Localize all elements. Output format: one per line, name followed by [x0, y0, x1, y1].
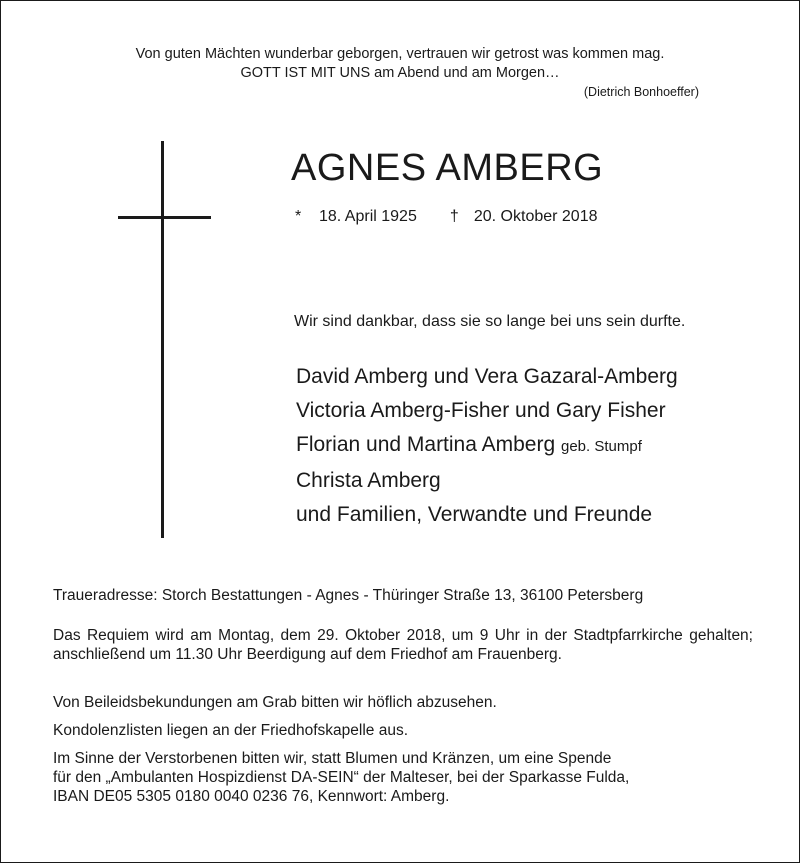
mourners-list	[296, 360, 678, 532]
deceased-name: AGNES AMBERG	[291, 147, 604, 189]
gratitude-text: Wir sind dankbar, dass sie so lange bei uns sein durfte.	[294, 313, 686, 330]
cross-icon	[161, 141, 164, 538]
death-cross-icon: †	[449, 208, 459, 225]
life-dates	[295, 207, 598, 227]
funeral-address: Traueradresse: Storch Bestattungen - Agnes - Thüringer Straße 13, 36100 Petersberg	[53, 587, 644, 604]
motto-line-1: Von guten Mächten wunderbar geborgen, vertrauen wir getrost was kommen mag.	[135, 46, 665, 62]
condolence-lists-notice: Kondolenzlisten liegen an der Friedhofskapelle aus.	[53, 722, 409, 739]
motto-source: (Dietrich Bonhoeffer)	[583, 85, 699, 99]
mourner-4: Christa Amberg	[296, 469, 441, 492]
requiem-notice: Das Requiem wird am Montag, dem 29. Oktober 2018, um 9 Uhr in der Stadtpfarrkirche gehalten; anschließend um 11.30 Uhr Beerdigung auf dem Friedhof am Frauenberg.	[53, 627, 753, 663]
condolence-graveside-notice: Von Beileidsbekundungen am Grab bitten wir höflich abzusehen.	[53, 694, 497, 711]
mourner-1: David Amberg und Vera Gazaral-Amberg	[296, 365, 678, 388]
mourner-5: und Familien, Verwandte und Freunde	[296, 503, 653, 526]
mourner-3: Florian und Martina Amberg	[296, 433, 556, 456]
death-date: 20. Oktober 2018	[473, 208, 598, 225]
donation-notice	[53, 749, 753, 806]
mourner-3-line	[296, 428, 678, 464]
donation-line-2: für den „Ambulanten Hospizdienst DA-SEIN“ der Malteser, bei der Sparkasse Fulda,	[53, 769, 630, 786]
birth-icon: *	[295, 208, 302, 225]
donation-line-3: IBAN DE05 5305 0180 0040 0236 76, Kennwort: Amberg.	[53, 788, 450, 805]
bonhoeffer-motto	[41, 45, 759, 83]
motto-line-2: GOTT IST MIT UNS am Abend und am Morgen…	[240, 65, 560, 81]
maiden-name-note: geb. Stumpf	[560, 438, 642, 455]
donation-line-1: Im Sinne der Verstorbenen bitten wir, statt Blumen und Kränzen, um eine Spende	[53, 750, 612, 767]
birth-date: 18. April 1925	[319, 208, 417, 225]
mourner-2: Victoria Amberg-Fisher und Gary Fisher	[296, 399, 666, 422]
cross-icon-bar	[118, 216, 211, 219]
